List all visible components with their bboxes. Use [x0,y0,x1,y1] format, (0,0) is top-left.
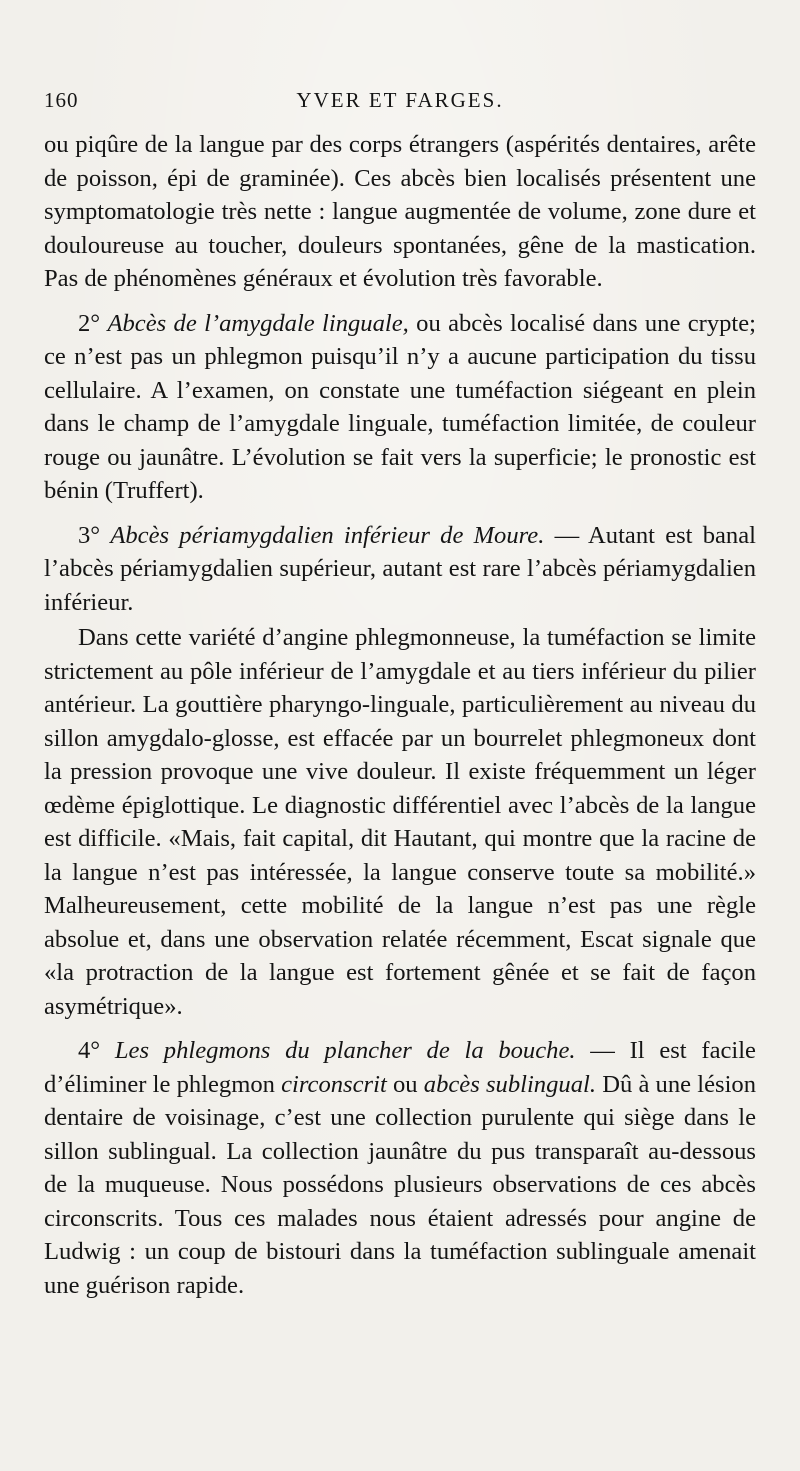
emphasis-text: abcès sublingual. [423,1070,596,1098]
section-number: 2° [78,309,101,337]
paragraph-amygdale-linguale [44,307,756,508]
emphasis-text: circonscrit [281,1070,387,1098]
section-number: 3° [78,521,101,549]
paragraph-angine-phlegmonneuse [44,621,756,1023]
paragraph-plancher-bouche [44,1034,756,1302]
paragraph-text: ou abcès localisé dans une crypte; ce n’est pas un phlegmon puisqu’il n’y a aucune participation du tissu cellulaire. A l’examen, on constate une tuméfaction siégeant en plein dans le champ de l’amygdale linguale, tuméfaction limitée, de couleur rouge ou jaunâtre. L’évolution se fait vers la superficie; le pronostic est bénin (Truffert). [44,309,757,504]
paragraph-text: — Il est facile d’éliminer le phlegmon [44,1037,756,1098]
paragraph-text: ou piqûre de la langue par des corps étrangers (aspérités dentaires, arête de poisson, épi de graminée). Ces abcès bien localisés présentent une symptomatologie très nette : langue augmentée de volume, zone dure et douloureuse au toucher, douleurs spontanées, gêne de la mastication. Pas de phénomènes généraux et évolution très favorable. [44,131,756,292]
section-heading: Abcès périamygdalien inférieur de Moure. [110,521,545,549]
paragraph-continuation [44,128,756,296]
running-head: YVER ET FARGES. [296,88,504,112]
paragraph-text: Dans cette variété d’angine phlegmonneuse, la tuméfaction se limite strictement au pôle inférieur de l’amygdale et au tiers inférieur du pilier antérieur. La gouttière pharyngo-linguale, particulièrement au niveau du sillon amygdalo-glosse, est effacée par un bourrelet phlegmoneux dont la pression provoque une vive douleur. Il existe fréquemment un léger œdème épiglottique. Le diagnostic différentiel avec l’abcès de la langue est difficile. «Mais, fait capital, dit Hautant, qui montre que la racine de la langue n’est pas intéressée, la langue conserve toute sa mobilité.» Malheureusement, cette mobilité de la langue n’est pas une règle absolue et, dans une observation relatée récemment, Escat signale que «la protraction de la langue est fortement gênée et se fait de façon asymétrique». [44,624,756,1020]
page-number: 160 [44,88,79,112]
page-header [44,88,756,118]
section-number: 4° [78,1037,101,1064]
section-heading: Les phlegmons du plancher de la bouche. [114,1037,576,1064]
body-text [44,128,756,1302]
paragraph-text: — Autant est banal l’abcès périamygdalien supérieur, autant est rare l’abcès périamygdalien inférieur. [44,521,756,616]
section-heading: Abcès de l’amygdale linguale, [107,309,409,337]
paragraph-abces-inferieur [44,519,756,620]
paragraph-text: ou [392,1070,418,1098]
paragraph-text: Dû à une lésion dentaire de voisinage, c’est une collection purulente qui siège dans le sillon sublingual. La collection jaunâtre du pus transparaît au-dessous de la muqueuse. Nous possédons plusieurs observations de ces abcès circonscrits. Tous ces malades nous étaient adressés pour angine de Ludwig : un coup de bistouri dans la tuméfaction sublinguale amenait une guérison rapide. [44,1070,756,1299]
